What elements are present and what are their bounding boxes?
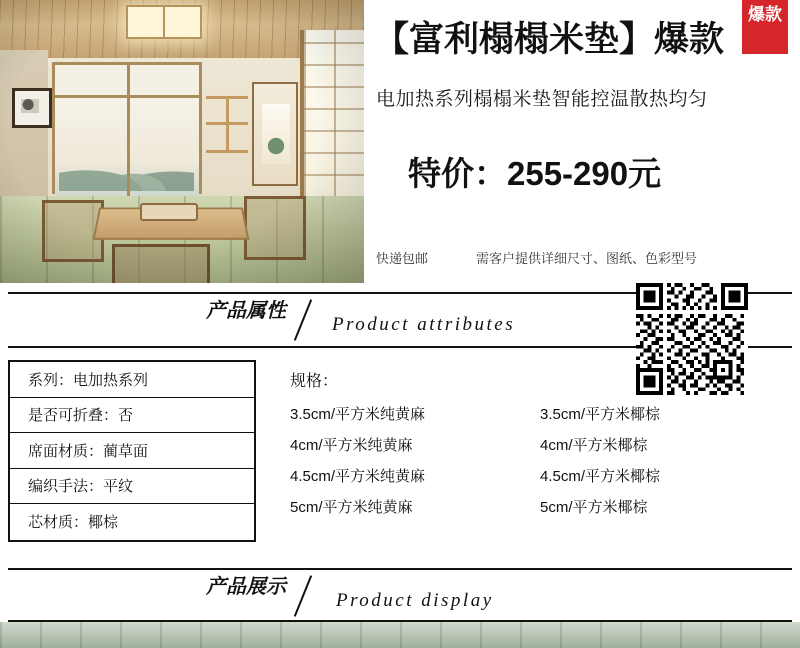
hot-sale-badge: 爆款 xyxy=(742,0,788,54)
specifications-grid xyxy=(290,403,790,517)
table-row: 是否可折叠：否 xyxy=(10,398,254,434)
specifications-title: 规格： xyxy=(290,373,339,390)
attributes-table xyxy=(8,360,256,542)
headline-block xyxy=(364,0,800,283)
list-item: 3.5cm/平方米纯黄麻 xyxy=(290,406,426,423)
list-item: 4.5cm/平方米椰棕 xyxy=(540,468,661,485)
table-row: 席面材质：蔺草面 xyxy=(10,433,254,469)
customer-requirements-note: 需客户提供详细尺寸、图纸、色彩型号 xyxy=(476,251,698,266)
section-attributes-cn: 产品属性 xyxy=(206,300,286,322)
divider-top-display xyxy=(8,568,792,570)
list-item: 4cm/平方米椰棕 xyxy=(540,437,648,454)
table-row: 系列：电加热系列 xyxy=(10,362,254,398)
page-title: 【富利榻榻米垫】爆款 xyxy=(374,20,725,59)
specifications-list xyxy=(290,368,790,517)
page-subtitle: 电加热系列榻榻米垫智能控温散热均匀 xyxy=(376,89,708,110)
price-text: 特价：255-290元 xyxy=(408,155,662,192)
section-attributes-slash xyxy=(294,299,312,341)
section-display-en: Product display xyxy=(336,590,494,611)
photo-vignette xyxy=(0,0,364,283)
list-item: 3.5cm/平方米椰棕 xyxy=(540,406,661,423)
list-item: 5cm/平方米椰棕 xyxy=(540,499,648,516)
section-display-slash xyxy=(294,575,312,617)
table-row: 芯材质：椰棕 xyxy=(28,514,119,532)
product-room-photo xyxy=(0,0,364,283)
shipping-note: 快递包邮 xyxy=(376,251,429,266)
product-display-image-strip xyxy=(0,622,800,648)
table-row: 编织手法：平纹 xyxy=(10,469,254,505)
section-display-cn: 产品展示 xyxy=(206,576,286,598)
list-item: 5cm/平方米纯黄麻 xyxy=(290,499,413,516)
section-attributes-en: Product attributes xyxy=(332,314,516,335)
hero-section xyxy=(0,0,800,283)
list-item: 4cm/平方米纯黄麻 xyxy=(290,437,413,454)
list-item: 4.5cm/平方米纯黄麻 xyxy=(290,468,426,485)
